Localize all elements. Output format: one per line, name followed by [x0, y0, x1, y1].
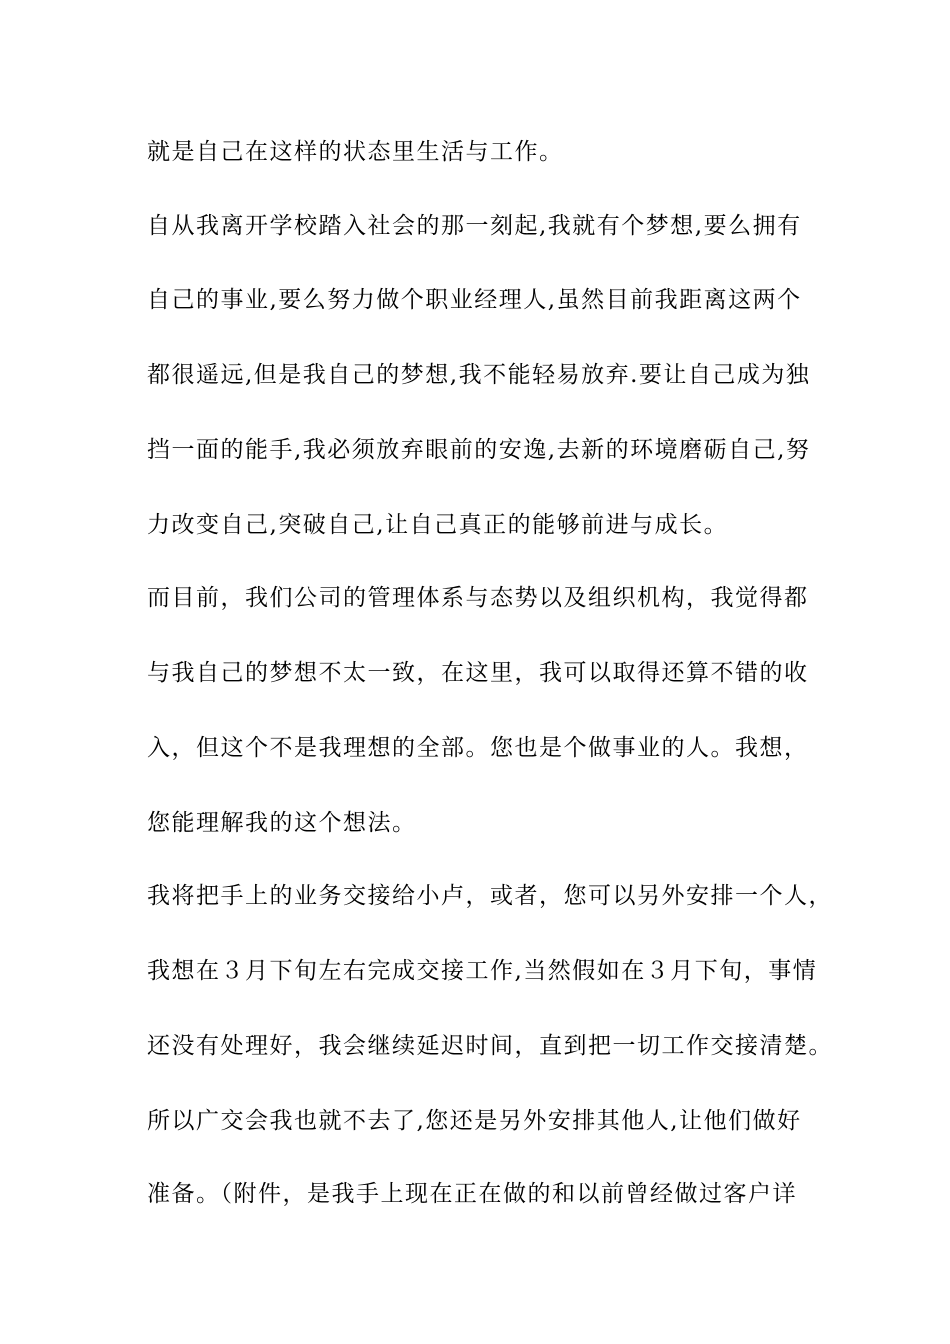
text-line-6: 力改变自己,突破自己,让自己真正的能够前进与成长。: [147, 512, 729, 538]
text-line-7: 而目前，我们公司的管理体系与态势以及组织机构，我觉得都: [147, 585, 809, 611]
text-line-12: 我想在３月下旬左右完成交接工作,当然假如在３月下旬，事情: [147, 958, 818, 984]
text-line-4: 都很遥远,但是我自己的梦想,我不能轻易放弃.要让自己成为独: [147, 362, 811, 388]
text-line-10: 您能理解我的这个想法。: [147, 810, 417, 836]
text-line-3: 自己的事业,要么努力做个职业经理人,虽然目前我距离这两个: [147, 287, 802, 313]
text-line-13: 还没有处理好，我会继续延迟时间，直到把一切工作交接清楚。: [147, 1033, 833, 1059]
text-line-2: 自从我离开学校踏入社会的那一刻起,我就有个梦想,要么拥有: [147, 213, 802, 239]
text-line-11: 我将把手上的业务交接给小卢，或者，您可以另外安排一个人，: [147, 883, 833, 909]
text-line-14: 所以广交会我也就不去了,您还是另外安排其他人,让他们做好: [147, 1108, 802, 1134]
text-line-1: 就是自己在这样的状态里生活与工作。: [147, 139, 564, 165]
text-line-8: 与我自己的梦想不太一致，在这里，我可以取得还算不错的收: [147, 660, 809, 686]
text-line-5: 挡一面的能手,我必须放弃眼前的安逸,去新的环境磨砺自己,努: [147, 437, 811, 463]
text-line-15: 准备。（附件，是我手上现在正在做的和以前曾经做过客户详: [147, 1181, 797, 1207]
text-line-9: 入，但这个不是我理想的全部。您也是个做事业的人。我想，: [147, 735, 809, 761]
